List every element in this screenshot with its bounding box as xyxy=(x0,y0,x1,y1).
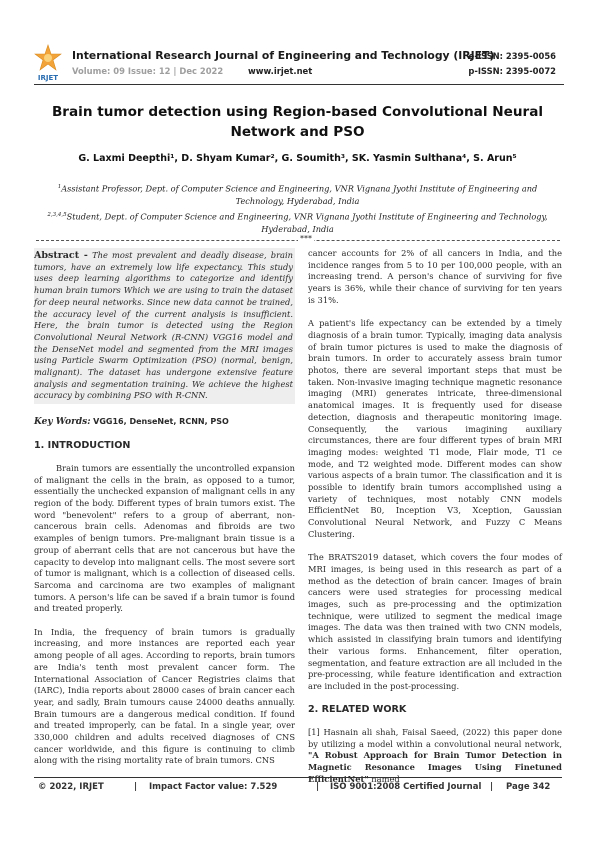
footer-separator-2: | xyxy=(316,782,320,792)
author-list: G. Laxmi Deepthi¹, D. Shyam Kumar², G. Soumith³, SK. Yasmin Sulthana⁴, S. Arun⁵ xyxy=(78,153,517,164)
journal-header xyxy=(34,44,564,84)
footer-copyright: © 2022, IRJET xyxy=(38,782,104,792)
affiliation-1-marker: 1 xyxy=(57,184,62,190)
related-ref-prefix: [1] Hasnain ali shah, Faisal Saeed, (2022) this paper done by utilizing a model within a convolutional neural network, xyxy=(308,727,562,749)
affiliation-2 xyxy=(40,209,555,236)
affiliation-2-marker: 2,3,4,5 xyxy=(47,212,67,218)
right-column xyxy=(308,248,562,797)
irjet-logo-icon xyxy=(34,44,62,82)
e-issn: e-ISSN: 2395-0056 xyxy=(468,51,556,61)
right-paragraph-1: cancer accounts for 2% of all cancers in India, and the incidence ranges from 5 to 10 per 100,000 people, with an increasing trend. A person's chance of surviving for five years is 36%, while their chance of surviving for ten years is 31%. xyxy=(308,248,562,305)
separator-stars: *** xyxy=(300,234,312,243)
website-link[interactable]: www.irjet.net xyxy=(248,66,313,76)
abstract-text: The most prevalent and deadly disease, brain tumors, have an extremely low life expectancy. This study uses deep learning algorithms to categorize and identify human brain tumors Which we are using to train the dataset for deep neural networks. Since new data cannot be trained, the accuracy level of the current analysis is insufficient. Here, the brain tumor is detected using the Region Convolutional Neural Network (R-CNN) VGG16 model and the DenseNet model and segmented from the MRI images using Particle Swarm Optimization (PSO) (normal, benign, malignant). The dataset has undergone extensive feature analysis and segmentation training. We achieve the highest accuracy by combining PSO with R-CNN. xyxy=(34,250,294,401)
logo-text: IRJET xyxy=(37,74,59,82)
section-separator xyxy=(36,235,560,245)
footer-divider xyxy=(34,777,562,778)
volume-info: Volume: 09 Issue: 12 | Dec 2022 xyxy=(72,66,224,76)
keywords xyxy=(34,416,295,429)
right-paragraph-3: The BRATS2019 dataset, which covers the four modes of MRI images, is being used in this research as part of a method as the detection of brain cancer. Images of brain cancers were used strategies for processing medical images, such as pre-processing and the optimization technique, were utilized to segment the medical image images. The data was then trained with two CNN models, which assisted in classifying brain tumors and identifying their various forms. Enhancement, filter operation, segmentation, and feature extraction are all included in the pre-processing, while feature identification and extraction are included in the post-processing. xyxy=(308,552,562,691)
footer-separator-1: | xyxy=(134,782,138,792)
related-work-heading: 2. RELATED WORK xyxy=(308,704,407,716)
keywords-values: VGG16, DenseNet, RCNN, PSO xyxy=(93,416,229,426)
related-ref-suffix: named xyxy=(371,773,400,784)
related-ref-title: "A Robust Approach for Brain Tumor Detection in Magnetic Resonance Images Using Finetuned EfficientNet" xyxy=(308,750,562,784)
footer-separator-3: | xyxy=(490,782,494,792)
footer-iso: ISO 9001:2008 Certified Journal xyxy=(330,782,482,792)
abstract-label: Abstract - xyxy=(34,250,88,261)
right-paragraph-2: A patient's life expectancy can be extended by a timely diagnosis of a brain tumor. Typically, imaging data analysis of brain tumor pictures is used to make the diagnosis of brain tumors. In order to accurately assess brain tumor photos, there are several important steps that must be taken. Non-invasive imaging technique magnetic resonance imaging (MRI) generates intricate, three-dimensional anatomical images. It is frequently used for disease detection, diagnosis and therapeutic monitoring image. Consequently, the various imagining auxiliary circumstances, there are four different types of brain MRI imaging modes: weighted T1 mode, Flair mode, T1 ce mode, and T2 weighted mode. Different modes can show various aspects of a brain tumor. The classification and it is possible to identify brain tumors accomplished using a variety of techniques, most notably CNN models EfficientNet B0, Inception V3, Xception, Gaussian Convolutional Neural Network, and Fuzzy C Means Clustering. xyxy=(308,318,562,539)
p-issn: p-ISSN: 2395-0072 xyxy=(468,66,556,76)
paper-title: Brain tumor detection using Region-based Convolutional Neural Network and PSO xyxy=(51,104,544,140)
intro-heading: 1. INTRODUCTION xyxy=(34,440,131,452)
intro-paragraph-2: In India, the frequency of brain tumors is gradually increasing, and more instances are reported each year among people of all ages. According to reports, brain tumors are India's tenth most prevalent cancer form. The International Association of Cancer Registries claims that (IARC), India reports about 28000 cases of brain cancer each year, and sadly, Brain tumours cause 24000 deaths annually. Brain tumours are a dangerous medical condition. If found and treated improperly, can be fatal. In a single year, over 330,000 children and adults received diagnoses of CNS cancer worldwide, and this figure is continuing to climb along with the rising mortality rate of brain tumors. CNS xyxy=(34,626,295,766)
footer-impact-factor: Impact Factor value: 7.529 xyxy=(149,782,278,792)
footer-page-number: Page 342 xyxy=(506,782,551,792)
keywords-label: Key Words: xyxy=(34,416,91,427)
left-column xyxy=(34,248,295,779)
affiliation-2-text: Student, Dept. of Computer Science and Engineering, VNR Vignana Jyothi Institute of Engineering and Technology, Hyderabad, India xyxy=(66,211,548,235)
journal-name: International Research Journal of Engineering and Technology (IRJET) xyxy=(72,49,495,62)
header-divider xyxy=(34,84,564,85)
affiliation-1-text: Assistant Professor, Dept. of Computer Science and Engineering, VNR Vignana Jyothi Institute of Engineering and Technology, Hyderabad, India xyxy=(61,183,538,207)
abstract xyxy=(34,248,295,404)
intro-paragraph-1: Brain tumors are essentially the uncontrolled expansion of malignant the cells in the brain, as opposed to a tumor, essentially the unchecked expansion of malignant cells in any region of the body. Different types of brain tumors exist. The word "benevolent" refers to a group of aberrant, non-cancerous brain cells. Adenomas and fibroids are two examples of benign tumors. Pre-malignant brain tissue is a group of aberrant cells that are not cancerous but have the capacity to develop into malignant cells. The most severe sort of tumor is malignant, which is a collection of diseased cells. Sarcoma and carcinoma are two examples of malignant tumors. A person's life can be saved if a brain tumor is found and treated properly. xyxy=(34,462,295,614)
affiliation-1 xyxy=(40,181,555,208)
